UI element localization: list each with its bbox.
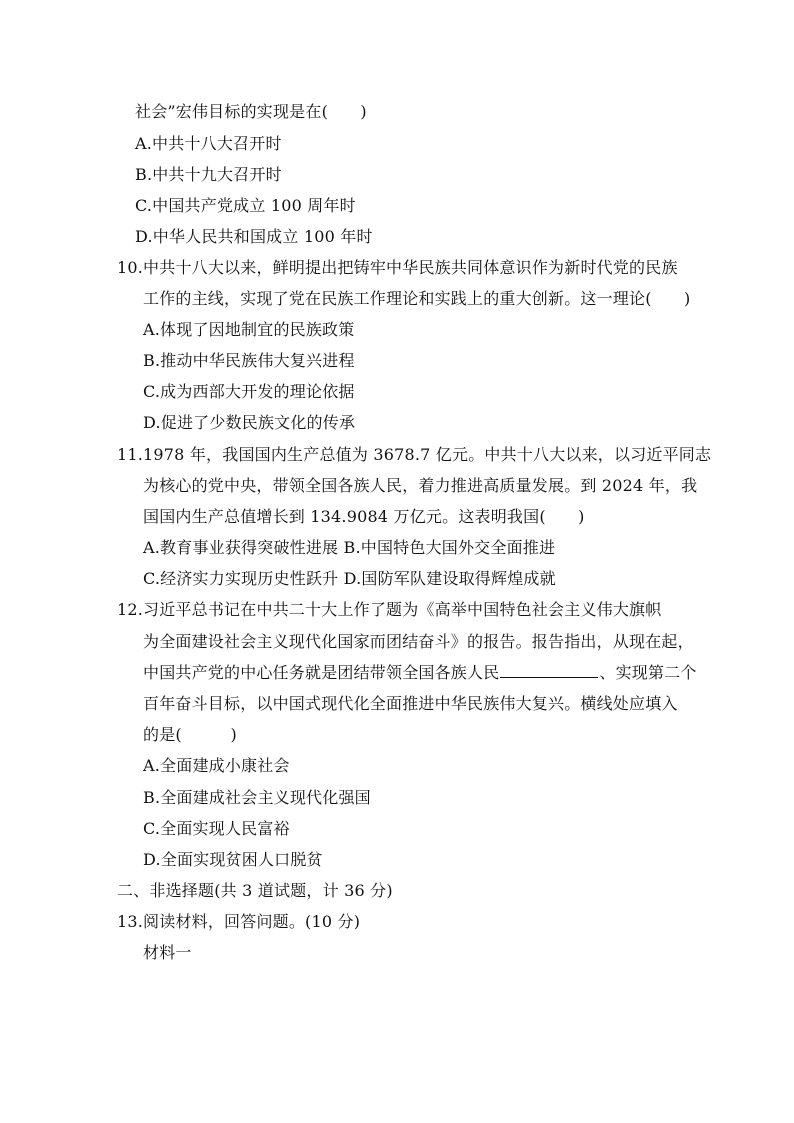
q12-stem-line-5: 的是( ) [143, 725, 237, 744]
q12-option-a: A.全面建成小康社会 [143, 756, 290, 775]
q9-option-b: B.中共十九大召开时 [135, 165, 282, 184]
q9-option-d: D.中华人民共和国成立 100 年时 [135, 227, 373, 246]
q10-option-c: C.成为西部大开发的理论依据 [143, 382, 355, 401]
q11-stem-line-1: 11.1978 年，我国国内生产总值为 3678.7 亿元。中共十八大以来，以习近平同志 [117, 445, 712, 464]
q13-stem: 13.阅读材料，回答问题。(10 分) [117, 912, 361, 931]
q12-fill-blank [500, 663, 598, 678]
q12-text-after-blank: 、实现第二个 [599, 663, 697, 682]
q10-option-d: D.促进了少数民族文化的传承 [143, 413, 356, 432]
q9-option-c: C.中国共产党成立 100 周年时 [135, 196, 356, 215]
q9-stem-continuation: 社会”宏伟目标的实现是在( ) [135, 102, 367, 121]
q12-stem-line-4: 百年奋斗目标，以中国式现代化全面推进中华民族伟大复兴。横线处应填入 [143, 694, 678, 713]
q10-option-a: A.体现了因地制宜的民族政策 [143, 320, 355, 339]
q12-option-b: B.全面建成社会主义现代化强国 [143, 788, 371, 807]
q10-option-b: B.推动中华民族伟大复兴进程 [143, 351, 355, 370]
q12-stem-line-1: 12.习近平总书记在中共二十大上作了题为《高举中国特色社会主义伟大旗帜 [117, 600, 662, 619]
q10-stem-line-1: 10.中共十八大以来，鲜明提出把铸牢中华民族共同体意识作为新时代党的民族 [117, 258, 678, 277]
q11-stem-line-3: 国国内生产总值增长到 134.9084 万亿元。这表明我国( ) [143, 507, 585, 526]
q12-stem-line-3 [143, 662, 697, 684]
q12-option-c: C.全面实现人民富裕 [143, 819, 290, 838]
q11-options-ab: A.教育事业获得突破性进展 B.中国特色大国外交全面推进 [143, 538, 556, 557]
section-2-heading: 二、非选择题(共 3 道试题，计 36 分) [117, 881, 393, 900]
q10-stem-line-2: 工作的主线，实现了党在民族工作理论和实践上的重大创新。这一理论( ) [143, 289, 691, 308]
q11-stem-line-2: 为核心的党中央，带领全国各族人民，着力推进高质量发展。到 2024 年，我 [143, 476, 698, 495]
q12-stem-line-2: 为全面建设社会主义现代化国家而团结奋斗》的报告。报告指出，从现在起， [143, 632, 694, 651]
q12-option-d: D.全面实现贫困人口脱贫 [143, 850, 323, 869]
q12-text-before-blank: 中国共产党的中心任务就是团结带领全国各族人民 [143, 663, 500, 682]
q11-options-cd: C.经济实力实现历史性跃升 D.国防军队建设取得辉煌成就 [143, 569, 556, 588]
q13-material-label: 材料一 [143, 943, 192, 962]
q9-option-a: A.中共十八大召开时 [135, 134, 282, 153]
